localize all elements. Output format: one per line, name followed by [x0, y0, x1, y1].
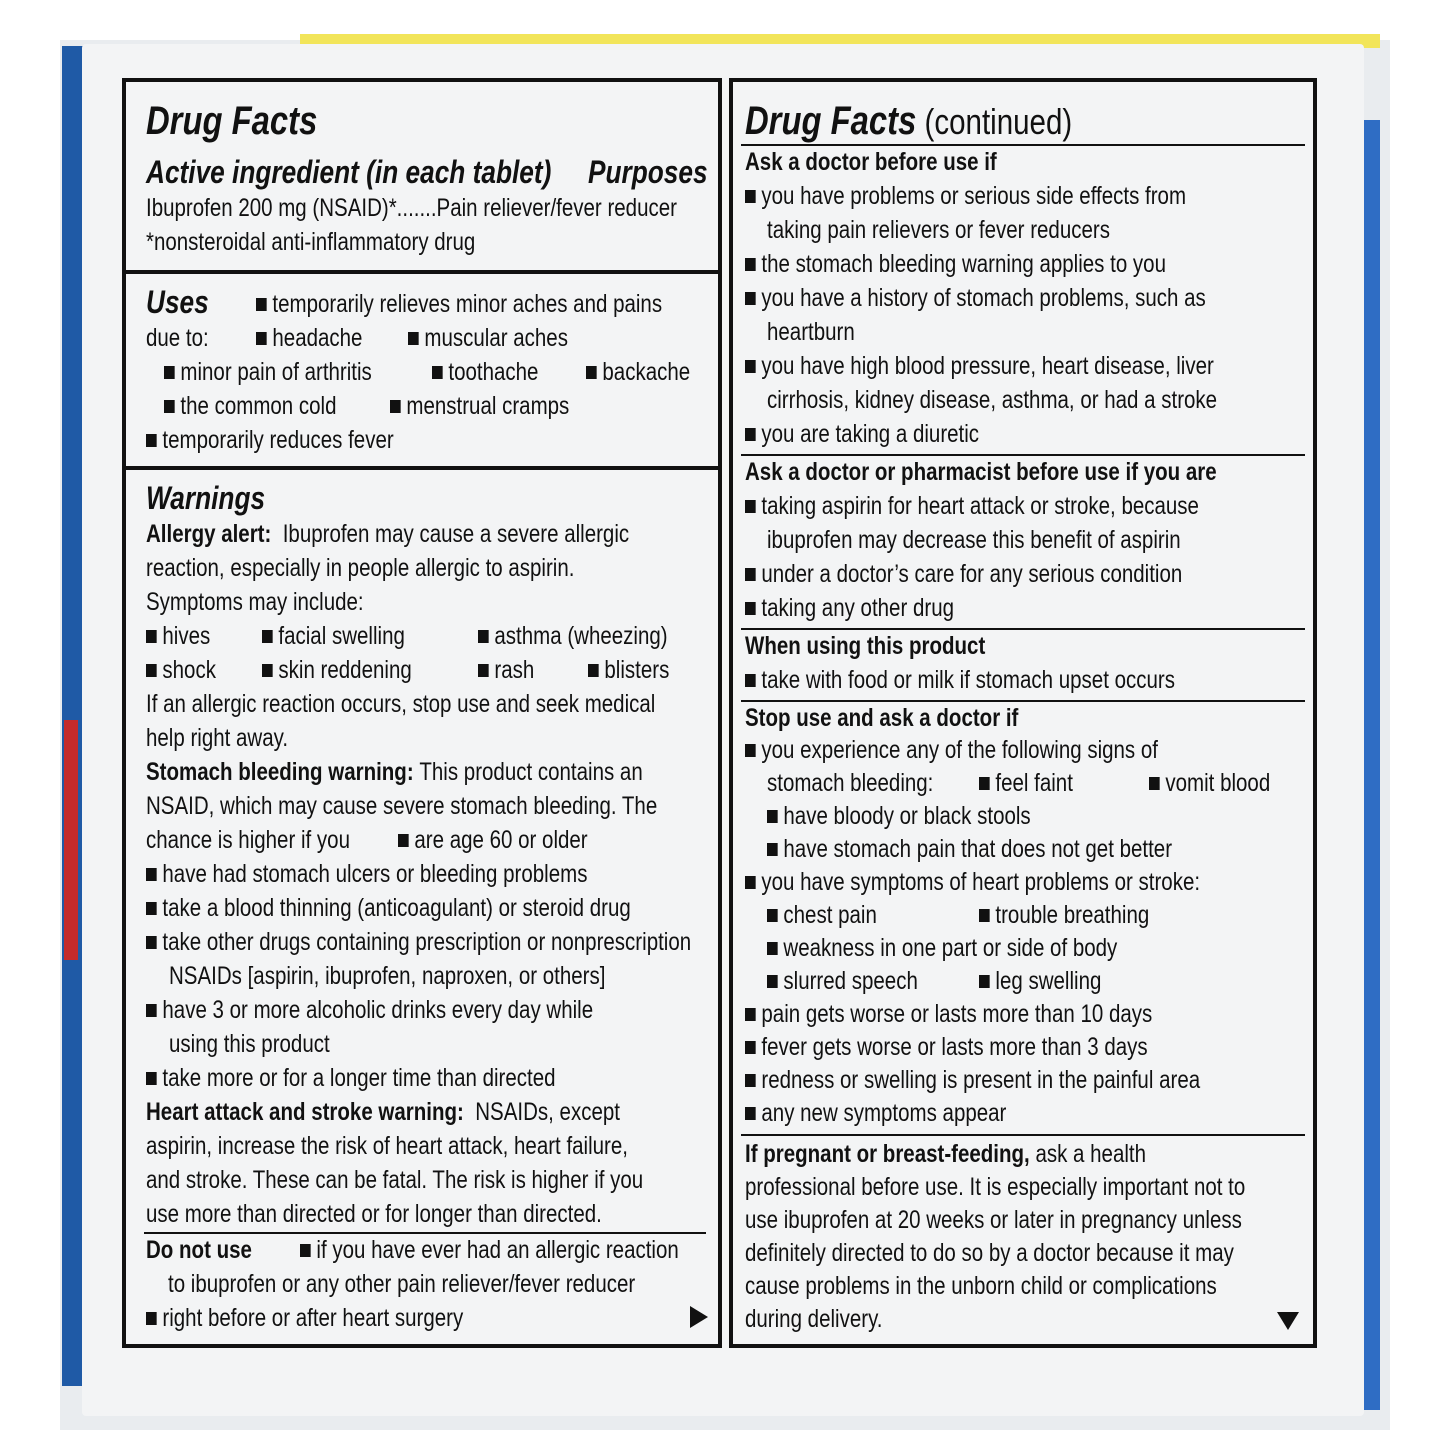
bullet-icon	[164, 400, 175, 413]
symptom-item: blisters	[604, 656, 670, 684]
drug-facts-title-continued: Drug Facts	[745, 99, 917, 143]
ingredient-line: Ibuprofen 200 mg (NSAID)*.......Pain reliever/fever reducer	[146, 194, 677, 222]
pregnancy-section	[741, 1134, 1305, 1346]
bullet-icon	[745, 1107, 756, 1120]
bullet-icon	[478, 630, 489, 643]
continue-arrow-down-icon	[1277, 1312, 1299, 1330]
bullet-icon	[262, 664, 273, 677]
ask-pharmacist-item: ibuprofen may decrease this benefit of aspirin	[767, 526, 1181, 554]
stop-use-item: have bloody or black stools	[783, 802, 1031, 830]
use-item: headache	[272, 324, 363, 352]
bullet-icon	[745, 876, 756, 889]
bullet-icon	[745, 190, 756, 203]
bullet-icon	[979, 777, 990, 790]
do-not-use-section	[144, 1232, 706, 1348]
bullet-icon	[146, 936, 157, 949]
bullet-icon	[745, 1074, 756, 1087]
stop-use-item: trouble breathing	[995, 901, 1150, 929]
when-using-label: When using this product	[745, 632, 986, 660]
stop-use-item: leg swelling	[995, 967, 1102, 995]
allergy-text: Symptoms may include:	[146, 588, 364, 616]
bullet-icon	[745, 674, 756, 687]
bullet-icon	[164, 366, 175, 379]
bullet-icon	[478, 664, 489, 677]
bullet-icon	[146, 902, 157, 915]
stomach-item: NSAIDs [aspirin, ibuprofen, naproxen, or others]	[169, 962, 606, 990]
bullet-icon	[300, 1244, 311, 1257]
ask-doctor-item: heartburn	[767, 318, 855, 346]
stop-use-item: fever gets worse or lasts more than 3 days	[761, 1033, 1148, 1061]
pregnancy-text: during delivery.	[745, 1305, 883, 1333]
bullet-icon	[745, 360, 756, 373]
pregnancy-text: ask a health	[1035, 1140, 1147, 1168]
bullet-icon	[745, 568, 756, 581]
bullet-icon	[262, 630, 273, 643]
allergy-alert-label: Allergy alert:	[146, 520, 272, 548]
bullet-icon	[588, 664, 599, 677]
purposes-header: Purposes	[588, 154, 708, 190]
stomach-text: NSAID, which may cause severe stomach bleeding. The	[146, 792, 658, 820]
symptom-item: hives	[162, 622, 211, 650]
stomach-item: have had stomach ulcers or bleeding problems	[162, 860, 588, 888]
symptom-item: facial swelling	[278, 622, 405, 650]
continued-label: (continued)	[924, 101, 1073, 142]
package-blue-side-left	[62, 46, 84, 1386]
stomach-warning-label: Stomach bleeding warning:	[146, 758, 414, 786]
bullet-icon	[398, 834, 409, 847]
bullet-icon	[745, 292, 756, 305]
active-ingredient-section	[126, 82, 718, 270]
pregnancy-text: use ibuprofen at 20 weeks or later in pregnancy unless	[745, 1206, 1242, 1234]
bullet-icon	[767, 909, 778, 922]
allergy-text: If an allergic reaction occurs, stop use and seek medical	[146, 690, 656, 718]
ask-doctor-item: cirrhosis, kidney disease, asthma, or had a stroke	[767, 386, 1218, 414]
ask-pharmacist-item: taking aspirin for heart attack or stroke, because	[761, 492, 1199, 520]
do-not-use-item: right before or after heart surgery	[162, 1304, 464, 1332]
bullet-icon	[146, 434, 157, 447]
ask-pharmacist-item: taking any other drug	[761, 594, 955, 622]
package-red-stripe	[64, 720, 78, 960]
do-not-use-item: to ibuprofen or any other pain reliever/fever reducer	[168, 1270, 636, 1298]
ask-pharmacist-section	[741, 454, 1305, 626]
ask-pharmacist-item: under a doctor’s care for any serious condition	[761, 560, 1183, 588]
pregnancy-label: If pregnant or breast-feeding,	[745, 1140, 1030, 1168]
stomach-item: have 3 or more alcoholic drinks every day while	[162, 996, 594, 1024]
bullet-icon	[146, 664, 157, 677]
stomach-text: This product contains an	[419, 758, 643, 786]
bullet-icon	[979, 975, 990, 988]
uses-section	[126, 270, 718, 466]
symptom-item: rash	[494, 656, 535, 684]
allergy-text: Ibuprofen may cause a severe allergic	[282, 520, 630, 548]
bullet-icon	[408, 332, 419, 345]
ask-doctor-item: the stomach bleeding warning applies to you	[761, 250, 1166, 278]
drug-facts-title: Drug Facts	[146, 99, 318, 143]
use-fever: temporarily reduces fever	[162, 426, 394, 454]
bullet-icon	[256, 298, 267, 311]
symptom-item: shock	[162, 656, 216, 684]
stomach-item: using this product	[169, 1030, 330, 1058]
bullet-icon	[146, 630, 157, 643]
ask-doctor-item: you are taking a diuretic	[761, 420, 980, 448]
ask-pharmacist-label: Ask a doctor or pharmacist before use if you are	[745, 458, 1217, 486]
stomach-item: take more or for a longer time than directed	[162, 1064, 556, 1092]
ask-doctor-item: taking pain relievers or fever reducers	[767, 216, 1110, 244]
ask-doctor-label: Ask a doctor before use if	[745, 148, 997, 176]
warnings-section	[126, 466, 718, 1232]
allergy-text: reaction, especially in people allergic to aspirin.	[146, 554, 575, 582]
bullet-icon	[979, 909, 990, 922]
use-item: the common cold	[180, 392, 337, 420]
symptom-item: skin reddening	[278, 656, 412, 684]
bullet-icon	[745, 258, 756, 271]
heart-text: use more than directed or for longer than directed.	[146, 1200, 602, 1228]
uses-due-to: due to:	[146, 324, 209, 352]
bullet-icon	[432, 366, 443, 379]
do-not-use-item: if you have ever had an allergic reaction	[316, 1236, 679, 1264]
bullet-icon	[767, 942, 778, 955]
pregnancy-text: professional before use. It is especially important not to	[745, 1173, 1246, 1201]
bullet-icon	[767, 810, 778, 823]
ask-doctor-item: you have problems or serious side effects from	[761, 182, 1187, 210]
bullet-icon	[390, 400, 401, 413]
bullet-icon	[745, 602, 756, 615]
stop-use-item: feel faint	[995, 769, 1073, 797]
stop-use-item: have stomach pain that does not get better	[783, 835, 1173, 863]
heart-text: NSAIDs, except	[475, 1098, 620, 1126]
warnings-title: Warnings	[146, 480, 266, 516]
heart-text: and stroke. These can be fatal. The risk is higher if you	[146, 1166, 644, 1194]
heart-text: aspirin, increase the risk of heart attack, heart failure,	[146, 1132, 628, 1160]
active-ingredient-header: Active ingredient (in each tablet)	[146, 154, 552, 190]
heart-warning-label: Heart attack and stroke warning:	[146, 1098, 464, 1126]
use-item: minor pain of arthritis	[180, 358, 372, 386]
use-item: muscular aches	[424, 324, 568, 352]
drug-facts-panel-right	[729, 78, 1317, 1348]
when-using-item: take with food or milk if stomach upset occurs	[761, 666, 1175, 694]
stomach-item: take other drugs containing prescription or nonprescription	[162, 928, 692, 956]
stop-use-item: any new symptoms appear	[761, 1099, 1007, 1127]
drug-facts-panel-left	[122, 78, 722, 1348]
bullet-icon	[586, 366, 597, 379]
pregnancy-text: cause problems in the unborn child or complications	[745, 1272, 1217, 1300]
nsaid-footnote: *nonsteroidal anti-inflammatory drug	[146, 228, 476, 256]
ask-doctor-item: you have a history of stomach problems, such as	[761, 284, 1206, 312]
use-item: menstrual cramps	[406, 392, 570, 420]
use-item: toothache	[448, 358, 539, 386]
stop-use-label: Stop use and ask a doctor if	[745, 704, 1019, 732]
when-using-section	[741, 628, 1305, 702]
bullet-icon	[1149, 777, 1160, 790]
bullet-icon	[745, 428, 756, 441]
stomach-item: take a blood thinning (anticoagulant) or steroid drug	[162, 894, 631, 922]
bullet-icon	[256, 332, 267, 345]
pregnancy-text: definitely directed to do so by a doctor because it may	[745, 1239, 1234, 1267]
bullet-icon	[146, 1004, 157, 1017]
allergy-text: help right away.	[146, 724, 289, 752]
stop-use-item: you experience any of the following signs of	[761, 736, 1158, 764]
stomach-text: chance is higher if you	[146, 826, 350, 854]
bullet-icon	[745, 1008, 756, 1021]
bullet-icon	[767, 975, 778, 988]
use-item: backache	[602, 358, 691, 386]
bullet-icon	[767, 843, 778, 856]
bullet-icon	[745, 500, 756, 513]
bullet-icon	[745, 744, 756, 757]
symptom-item: asthma (wheezing)	[494, 622, 668, 650]
stop-use-item: redness or swelling is present in the painful area	[761, 1066, 1201, 1094]
bullet-icon	[146, 868, 157, 881]
ask-doctor-section	[741, 144, 1305, 464]
uses-title: Uses	[146, 284, 209, 320]
stop-use-item: you have symptoms of heart problems or stroke:	[761, 868, 1201, 896]
uses-intro: temporarily relieves minor aches and pains	[272, 290, 663, 318]
stop-use-item: weakness in one part or side of body	[783, 934, 1118, 962]
stop-use-item: stomach bleeding:	[767, 769, 934, 797]
stop-use-section	[741, 700, 1305, 1136]
stop-use-item: pain gets worse or lasts more than 10 days	[761, 1000, 1153, 1028]
bullet-icon	[146, 1312, 157, 1325]
stop-use-item: slurred speech	[783, 967, 918, 995]
stomach-item: are age 60 or older	[414, 826, 588, 854]
stop-use-item: chest pain	[783, 901, 877, 929]
continue-arrow-right-icon	[690, 1306, 708, 1328]
bullet-icon	[146, 1072, 157, 1085]
stop-use-item: vomit blood	[1165, 769, 1271, 797]
bullet-icon	[745, 1041, 756, 1054]
ask-doctor-item: you have high blood pressure, heart disease, liver	[761, 352, 1214, 380]
do-not-use-label: Do not use	[146, 1236, 252, 1264]
